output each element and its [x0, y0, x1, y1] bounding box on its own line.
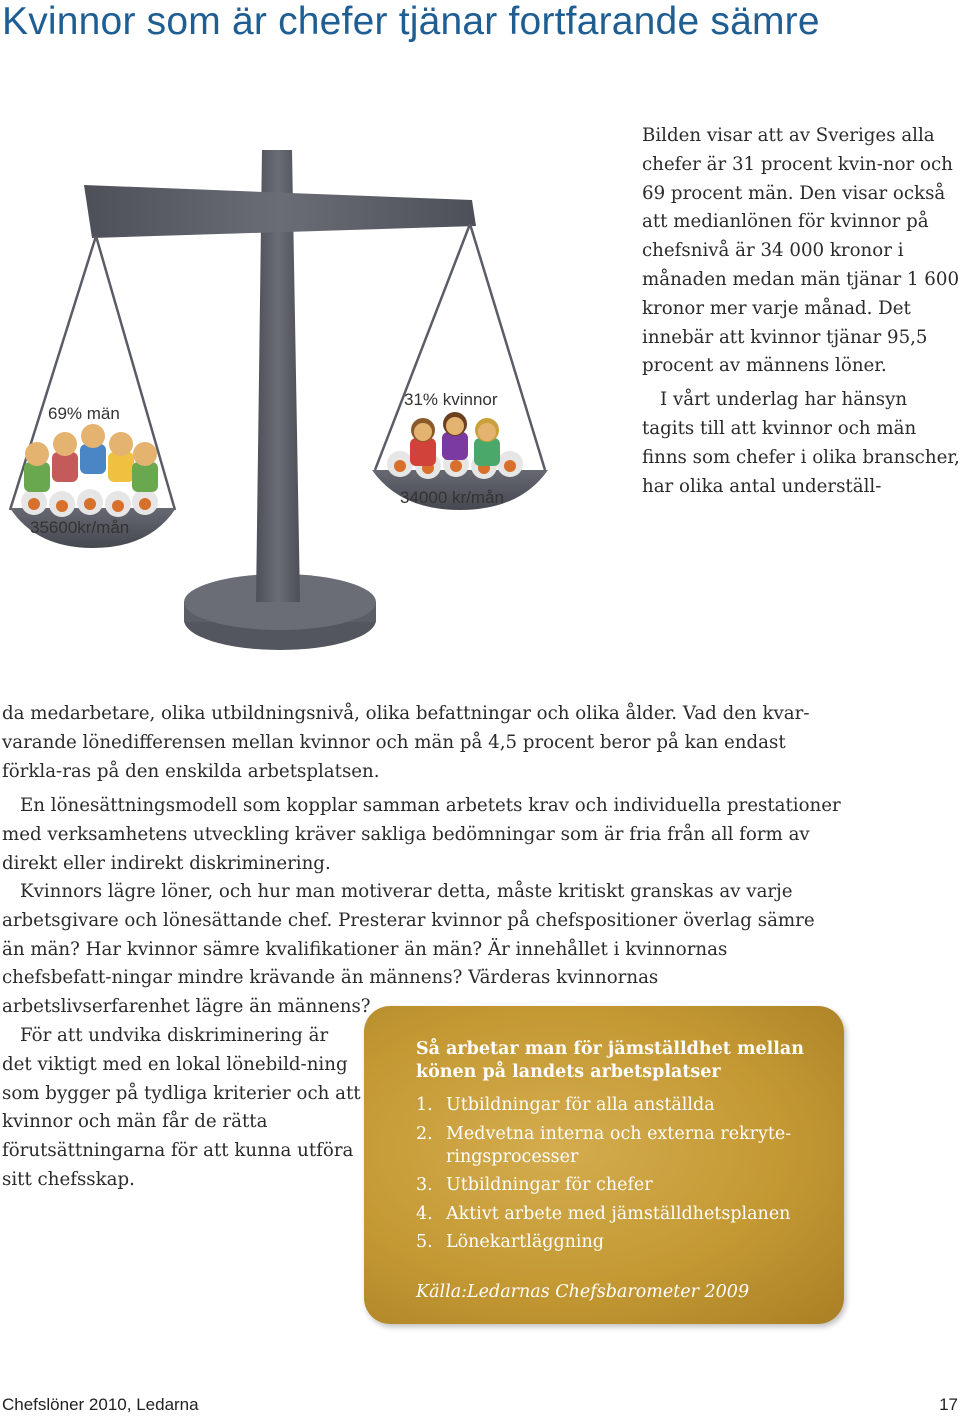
caption-column — [642, 122, 960, 501]
body-paragraph: da medarbetare, olika utbildningsnivå, olika befattningar och olika ålder. Vad den kvar-varande lönedifferensen mellan kvinnor och män på 4,5 procent beror på kan endast förkla-ras på den enskilda arbetsplatsen. — [2, 703, 810, 782]
list-item: 4. Aktivt arbete med jämställdhetsplanen — [416, 1203, 791, 1224]
list-item: 3. Utbildningar för chefer — [416, 1175, 653, 1195]
list-item: 2. Medvetna interna och externa rekryte-ringsprocesser — [416, 1123, 792, 1167]
info-box — [364, 1006, 844, 1324]
men-salary-label: 35600kr/mån — [30, 518, 130, 537]
page-number: 17 — [939, 1395, 958, 1414]
body-paragraph: Kvinnors lägre löner, och hur man motiverar detta, måste kritiskt granskas av varje arbetsgivare och lönesättande chef. Presterar kvinnor på chefspositioner överlag sämre än män? Har kvinnor sämre kvalifikationer än män? Är innehållet i kvinnornas chefsbefatt-ningar mindre krävande än männens? Värderas kvinnornas arbetslivserfarenhet lägre än männens? — [2, 881, 815, 1018]
balance-scale-illustration — [0, 140, 640, 710]
footer-publication: Chefslöner 2010, Ledarna — [2, 1395, 199, 1414]
caption-paragraph-2: I vårt underlag har hänsyn tagits till att kvinnor och män finns som chefer i olika branscher, har olika antal underställ- — [642, 389, 960, 497]
women-salary-label: 34000 kr/mån — [400, 488, 504, 507]
info-box-title: Så arbetar man för jämställdhet mellan könen på landets arbetsplatser — [416, 1039, 804, 1082]
men-percent-label: 69% män — [48, 404, 120, 423]
info-box-list — [416, 1094, 816, 1260]
body-paragraph-left: För att undvika diskriminering är det viktigt med en lokal lönebild-ning som bygger på tydliga kriterier och att kvinnor och män får de rätta förutsättningarna för att kunna utföra sitt chefsskap. — [2, 1025, 361, 1190]
women-figures — [410, 412, 500, 466]
scale-graphic — [0, 140, 640, 710]
body-paragraph: En lönesättningsmodell som kopplar samman arbetets krav och individuella prestationer med verksamhetens utveckling kräver sakliga bedömningar som är fria från all form av direkt eller indirekt diskriminering. — [2, 795, 841, 874]
men-figures — [24, 424, 158, 492]
list-item: 5. Lönekartläggning — [416, 1232, 604, 1252]
list-item: 1. Utbildningar för alla anställda — [416, 1095, 715, 1115]
caption-paragraph: Bilden visar att av Sveriges alla chefer är 31 procent kvin-nor och 69 procent män. Den visar också att medianlönen för kvinnor på chefsnivå är 34 000 kronor i månaden medan män tjänar 1 600 kronor mer varje månad. Det innebär att kvinnor tjänar 95,5 procent av männens löner. — [642, 125, 960, 377]
page-title: Kvinnor som är chefer tjänar fortfarande sämre — [2, 0, 820, 43]
scale-beam — [84, 185, 476, 238]
women-percent-label: 31% kvinnor — [404, 390, 498, 409]
info-box-source: Källa:Ledarnas Chefsbarometer 2009 — [416, 1282, 750, 1302]
